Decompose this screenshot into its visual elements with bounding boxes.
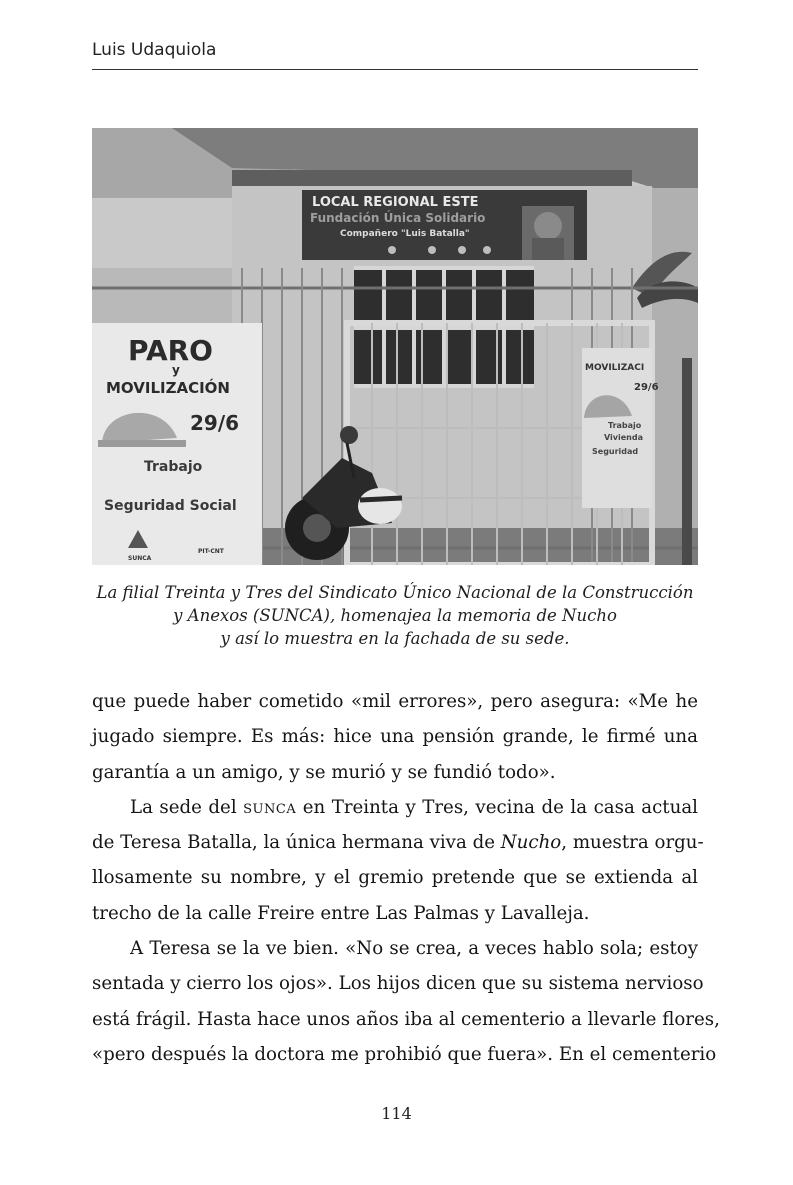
sunca-acronym: sunca (243, 796, 297, 818)
paragraph (92, 931, 720, 1072)
poster-left-line2: Seguridad Social (104, 498, 237, 514)
text-line: sentada y cierro los ojos». Los hijos dicen que su sistema nervioso (92, 973, 704, 995)
paragraph (92, 684, 698, 790)
header-rule (92, 69, 698, 70)
caption-line: La filial Treinta y Tres del Sindicato Único Nacional de la Construcción (96, 583, 694, 602)
poster-left-subtitle: MOVILIZACIÓN (106, 379, 230, 397)
poster-right-date: 29/6 (634, 382, 659, 393)
poster-left-line1: Trabajo (144, 459, 203, 475)
sign-line1: LOCAL REGIONAL ESTE (312, 195, 479, 210)
photo-caption (92, 581, 698, 650)
running-head: Luis Udaquiola (92, 40, 217, 60)
poster-left-logo2: PIT-CNT (198, 548, 224, 555)
poster-left-title: PARO (128, 334, 213, 367)
photo-illustration (92, 128, 698, 565)
text-segment: , muestra orgu- (561, 832, 704, 854)
text-line: trecho de la calle Freire entre Las Palmas y Lavalleja. (92, 902, 590, 924)
emphasis-nucho: Nucho (500, 832, 562, 854)
text-line: que puede haber cometido «mil errores», pero asegura: «Me he (92, 691, 698, 712)
text-line: garantía a un amigo, y se murió y se fundió todo». (92, 761, 556, 783)
sign-line3: Compañero "Luis Batalla" (340, 229, 470, 239)
caption-line: y así lo muestra en la fachada de su sede. (220, 629, 570, 648)
body-text (92, 684, 720, 1072)
poster-right-title: MOVILIZACI (585, 363, 645, 373)
poster-right-line3: Seguridad (592, 447, 639, 456)
poster-left-date: 29/6 (190, 411, 240, 435)
text-line (92, 790, 698, 825)
text-line: jugado siempre. Es más: hice una pensión grande, le firmé una (92, 726, 698, 748)
photo (92, 128, 698, 565)
text-line: «pero después la doctora me prohibió que fuera». En el cementerio (92, 1043, 717, 1065)
poster-right-line2: Vivienda (604, 433, 643, 442)
text-segment: en Treinta y Tres, vecina de la casa actual (296, 796, 698, 818)
text-segment: de Teresa Batalla, la única hermana viva de (92, 832, 501, 854)
poster-left-connector: y (172, 363, 180, 377)
poster-right-line1: Trabajo (608, 421, 642, 430)
text-segment: La sede del (130, 796, 244, 818)
poster-left-logo1: SUNCA (128, 555, 152, 562)
paragraph (92, 790, 704, 931)
text-line: llosamente su nombre, y el gremio pretende que se extienda al (92, 867, 698, 889)
page-number: 114 (381, 1104, 412, 1123)
caption-line: y Anexos (SUNCA), homenajea la memoria de Nucho (173, 606, 617, 625)
text-line (92, 825, 704, 860)
text-line: está frágil. Hasta hace unos años iba al cementerio a llevarle flores, (92, 1008, 720, 1030)
text-line: A Teresa se la ve bien. «No se crea, a veces hablo sola; estoy (130, 938, 698, 960)
sign-line2: Fundación Única Solidario (310, 211, 486, 225)
